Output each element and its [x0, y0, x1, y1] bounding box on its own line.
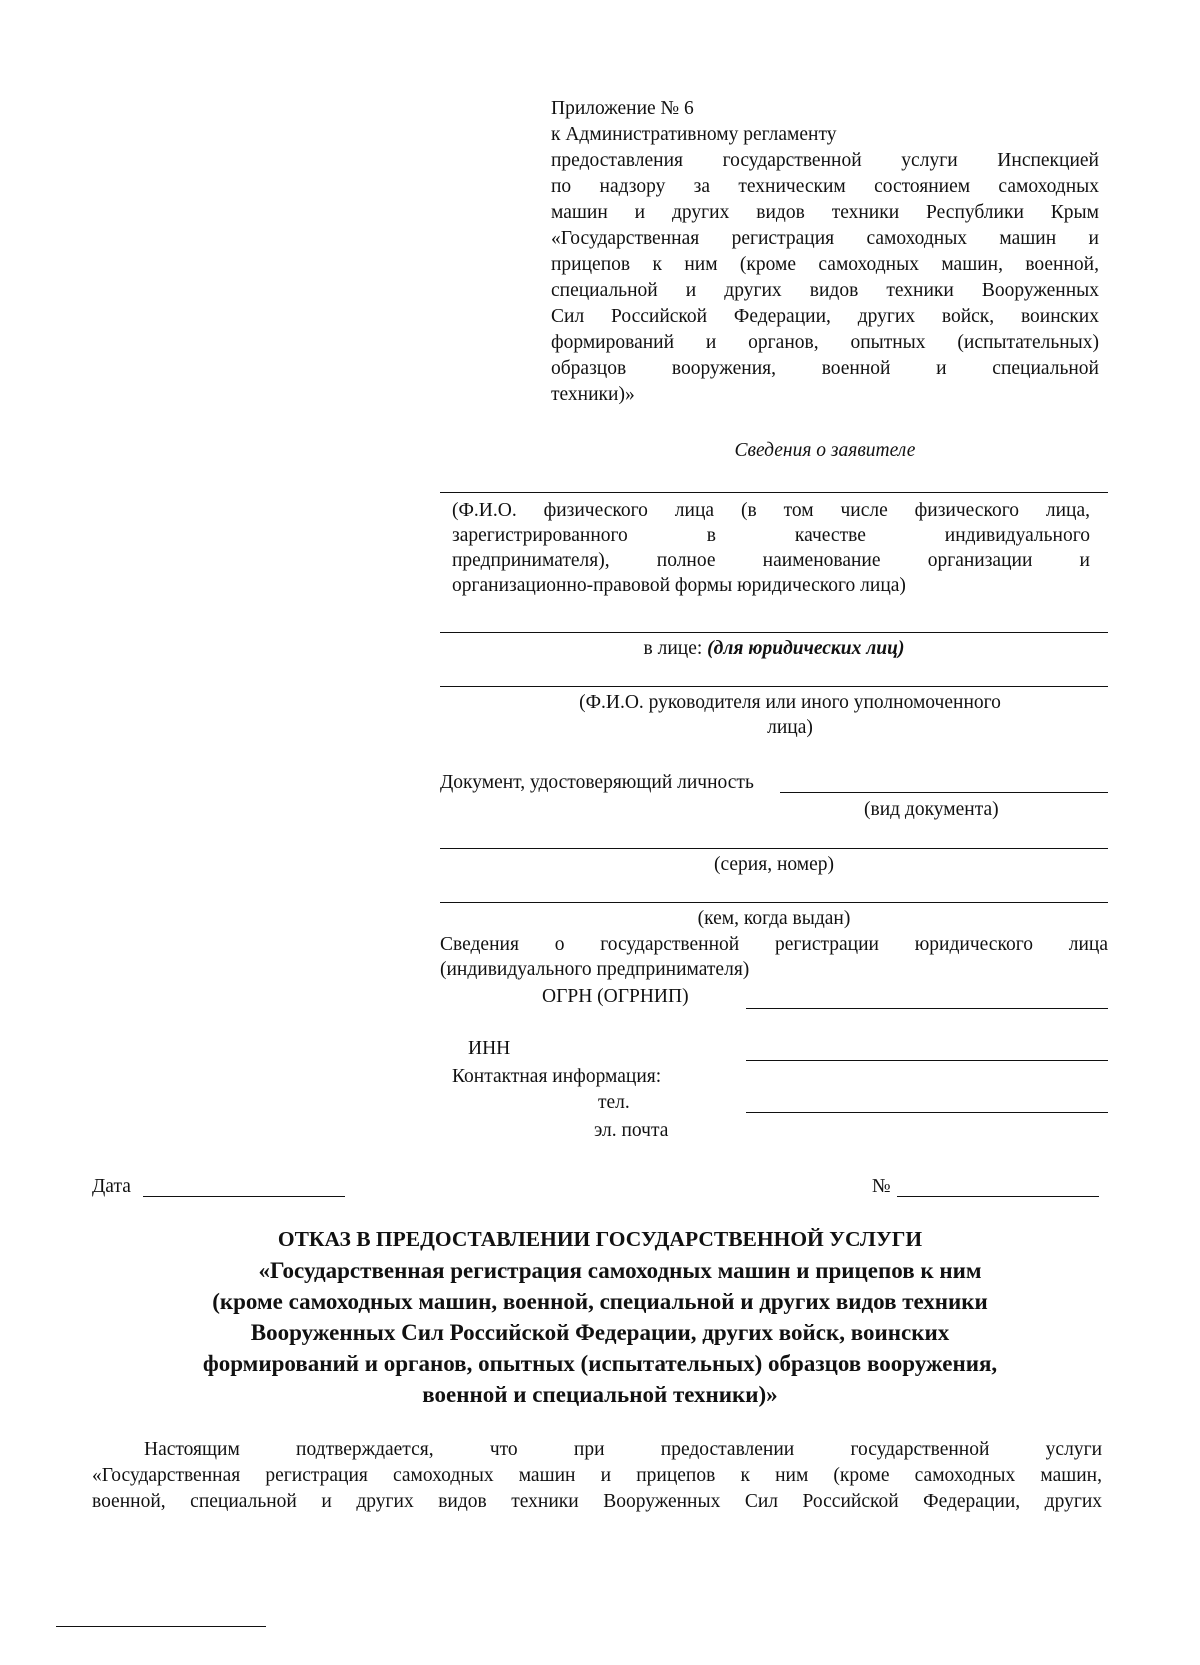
head-hint: (Ф.И.О. руководителя или иного уполномоченного лица)	[579, 692, 1001, 738]
reg-info: Сведения о государственной регистрации юридического лица (индивидуального предпринимателя)	[440, 934, 1108, 980]
phone-label: тел.	[598, 1092, 630, 1113]
heading-line: формирований и органов, опытных (испытательных) образцов вооружения,	[202, 1351, 998, 1376]
id-doc-label: Документ, удостоверяющий личность	[440, 772, 754, 793]
heading-title: ОТКАЗ В ПРЕДОСТАВЛЕНИИ ГОСУДАРСТВЕННОЙ УСЛУГИ	[277, 1227, 923, 1251]
applicant-name-hint: (Ф.И.О. физического лица (в том числе физического лица, зарегистрированного в качестве индивидуального предпринимателя), полное наименование организации и организационно-правовой формы юридического лица)	[452, 500, 1090, 596]
date-label: Дата	[92, 1176, 131, 1197]
applicant-extra-line[interactable]	[440, 632, 1108, 633]
body-paragraph	[92, 1437, 1102, 1515]
annex-line: Сил Российской Федерации, других войск, воинских	[551, 306, 1099, 327]
annex-line: по надзору за техническим состоянием самоходных	[551, 176, 1099, 197]
date-line[interactable]	[143, 1196, 345, 1197]
heading-line: (кроме самоходных машин, военной, специальной и других видов техники	[212, 1289, 988, 1314]
annex-line: к Административному регламенту	[551, 124, 837, 145]
applicant-name-line[interactable]	[440, 492, 1108, 493]
annex-line: формирований и органов, опытных (испытательных)	[551, 332, 1099, 353]
annex-line: образцов вооружения, военной и специальной	[551, 358, 1099, 379]
body-line: военной, специальной и других видов техники Вооруженных Сил Российской Федерации, других	[92, 1491, 1102, 1512]
annex-line: специальной и других видов техники Вооруженных	[551, 280, 1099, 301]
body-line: «Государственная регистрация самоходных машин и прицепов к ним (кроме самоходных машин,	[92, 1465, 1102, 1486]
annex-line: предоставления государственной услуги Инспекцией	[551, 150, 1099, 171]
heading-line: военной и специальной техники)»	[422, 1382, 778, 1407]
contact-label: Контактная информация:	[452, 1066, 662, 1087]
heading-line: «Государственная регистрация самоходных машин и прицепов к ним	[258, 1258, 982, 1283]
annex-line: прицепов к ним (кроме самоходных машин, военной,	[551, 254, 1099, 275]
doc-type-hint: (вид документа)	[864, 799, 999, 820]
ogrn-label: ОГРН (ОГРНИП)	[542, 986, 689, 1007]
body-line: Настоящим подтверждается, что при предоставлении государственной услуги	[144, 1439, 1102, 1460]
doc-series-line[interactable]	[440, 848, 1108, 849]
footnote-separator	[56, 1626, 266, 1627]
series-hint: (серия, номер)	[714, 854, 834, 875]
annex-line: техники)»	[551, 384, 635, 405]
number-label: №	[872, 1176, 891, 1197]
applicant-caption: Сведения о заявителе	[734, 440, 916, 461]
email-label: эл. почта	[594, 1120, 669, 1141]
annex-line: Приложение № 6	[551, 98, 694, 119]
inn-line[interactable]	[746, 1060, 1108, 1061]
phone-line[interactable]	[746, 1112, 1108, 1113]
annex-line: «Государственная регистрация самоходных машин и	[551, 228, 1099, 249]
represented-by-label: в лице: (для юридических лиц)	[643, 638, 905, 659]
id-doc-type-line[interactable]	[780, 792, 1108, 793]
doc-issued-line[interactable]	[440, 902, 1108, 903]
represented-by-line[interactable]	[440, 686, 1108, 687]
inn-label: ИНН	[468, 1038, 511, 1059]
heading-line: Вооруженных Сил Российской Федерации, других войск, воинских	[250, 1320, 950, 1345]
issued-hint: (кем, когда выдан)	[697, 908, 851, 929]
ogrn-line[interactable]	[746, 1008, 1108, 1009]
document-heading	[90, 1224, 1110, 1410]
annex-header	[551, 96, 1099, 408]
number-line[interactable]	[897, 1196, 1099, 1197]
annex-line: машин и других видов техники Республики Крым	[551, 202, 1099, 223]
represented-by-note: (для юридических лиц)	[707, 638, 905, 659]
